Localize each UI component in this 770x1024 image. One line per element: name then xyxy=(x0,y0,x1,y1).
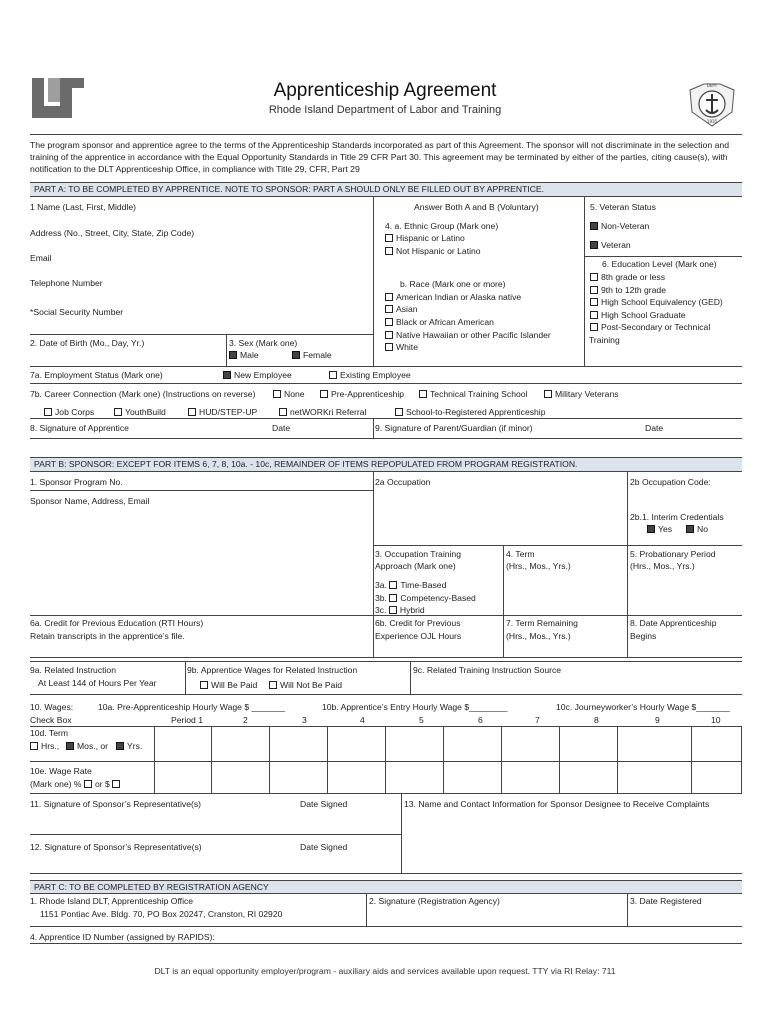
label: 3b. xyxy=(375,593,387,603)
label: Hrs., xyxy=(41,741,60,751)
existing-employee-option[interactable] xyxy=(329,370,411,380)
occ-training-label-2: Approach (Mark one) xyxy=(375,561,456,571)
divider xyxy=(30,943,742,944)
race-american-indian-option[interactable] xyxy=(385,292,521,302)
divider xyxy=(410,661,411,694)
checkbox-icon[interactable] xyxy=(320,390,328,398)
divider xyxy=(30,726,742,727)
divider xyxy=(373,545,742,546)
label: netWORKri Referral xyxy=(290,407,367,417)
divider xyxy=(185,661,186,694)
checkbox-icon[interactable] xyxy=(590,222,598,230)
pre-app-wage-field[interactable]: 10a. Pre-Apprenticeship Hourly Wage $ _______ xyxy=(98,702,285,712)
checkbox-icon[interactable] xyxy=(590,286,598,294)
checkbox-icon[interactable] xyxy=(385,331,393,339)
period-header: 4 xyxy=(360,715,365,725)
checkbox-icon[interactable] xyxy=(590,311,598,319)
label: None xyxy=(284,389,305,399)
career-tech-school-option[interactable] xyxy=(419,389,527,399)
race-hawaiian-option[interactable] xyxy=(385,330,551,340)
date-begins-label-2: Begins xyxy=(630,631,657,641)
label: Hybrid xyxy=(399,605,425,615)
label: Existing Employee xyxy=(340,370,411,380)
date-registered-field[interactable]: 3. Date Registered xyxy=(630,896,702,906)
date-begins-label-1[interactable]: 8. Date Apprenticeship xyxy=(630,618,717,628)
term-yrs-option[interactable] xyxy=(116,741,142,751)
competency-option[interactable] xyxy=(375,593,476,603)
label: Black or African American xyxy=(396,317,494,327)
parent-date-field[interactable]: Date xyxy=(645,423,664,433)
career-none-option[interactable] xyxy=(273,389,305,399)
entry-wage-field[interactable]: 10b. Apprentice’s Entry Hourly Wage $________ xyxy=(322,702,508,712)
ethnic-hispanic-option[interactable] xyxy=(385,233,465,243)
divider xyxy=(559,726,560,793)
ethnic-label: 4. a. Ethnic Group (Mark one) xyxy=(385,221,499,231)
non-veteran-option[interactable] xyxy=(590,221,649,231)
race-white-option[interactable] xyxy=(385,342,418,352)
checkbox-icon[interactable] xyxy=(686,525,694,533)
divider xyxy=(30,490,373,491)
label: Yes xyxy=(658,524,673,534)
header-divider xyxy=(30,134,742,135)
journey-wage-field[interactable]: 10c. Journeyworker’s Hourly Wage $_______ xyxy=(556,702,730,712)
interim-yes-option[interactable] xyxy=(647,524,672,534)
label: High School Equivalency (GED) xyxy=(601,297,723,307)
checkbox-icon[interactable] xyxy=(389,606,397,614)
label: (Mark one) % xyxy=(30,779,82,789)
checkbox-icon[interactable] xyxy=(590,323,598,331)
label: Post-Secondary or Technical xyxy=(601,322,711,332)
page-title: Apprenticeship Agreement xyxy=(273,80,497,101)
name-field[interactable]: 1 Name (Last, First, Middle) xyxy=(30,202,137,212)
credit-rti-label-2: Retain transcripts in the apprentice’s file. xyxy=(30,631,185,641)
race-asian-option[interactable] xyxy=(385,304,418,314)
address-field[interactable]: Address (No., Street, City, State, Zip Code) xyxy=(30,228,195,238)
part-a-header: PART A: TO BE COMPLETED BY APPRENTICE. NOTE TO SPONSOR: PART A SHOULD ONLY BE FILLED OUT BY APPRENTICE. xyxy=(30,182,742,197)
period-header: 2 xyxy=(243,715,248,725)
divider xyxy=(30,694,742,695)
label: New Employee xyxy=(234,370,292,380)
veteran-status-label: 5. Veteran Status xyxy=(590,202,656,212)
divider xyxy=(385,726,386,793)
career-job-corps-option[interactable] xyxy=(44,407,94,417)
label: American Indian or Alaska native xyxy=(396,292,522,302)
ethnic-not-hispanic-option[interactable] xyxy=(385,246,481,256)
divider xyxy=(401,793,402,873)
divider xyxy=(226,334,227,366)
ssn-field[interactable]: *Social Security Number xyxy=(30,307,124,317)
checkbox-icon[interactable] xyxy=(114,408,122,416)
apprentice-signature-field[interactable]: 8. Signature of Apprentice xyxy=(30,423,129,433)
will-not-be-paid-option[interactable] xyxy=(269,680,342,690)
divider xyxy=(30,661,742,662)
label: Non-Veteran xyxy=(601,221,650,231)
label: Asian xyxy=(396,304,418,314)
divider xyxy=(627,471,628,657)
checkbox-icon[interactable] xyxy=(647,525,655,533)
hybrid-option[interactable] xyxy=(375,605,425,615)
sponsor-rep-signature-12[interactable]: 12. Signature of Sponsor’s Representative(s) xyxy=(30,842,202,852)
label: or $ xyxy=(94,779,110,789)
checkbox-icon[interactable] xyxy=(385,247,393,255)
label: Not Hispanic or Latino xyxy=(396,246,481,256)
page-subtitle: Rhode Island Department of Labor and Training xyxy=(268,104,502,116)
edu-training-label: Training xyxy=(589,335,620,345)
checkbox-icon[interactable] xyxy=(590,273,598,281)
label: Hispanic or Latino xyxy=(396,233,465,243)
wages-related-label: 9b. Apprentice Wages for Related Instruction xyxy=(187,665,358,675)
checkbox-icon[interactable] xyxy=(385,305,393,313)
checkbox-icon[interactable] xyxy=(30,742,38,750)
svg-text:DEPT: DEPT xyxy=(706,83,718,88)
divider xyxy=(269,726,270,793)
race-black-option[interactable] xyxy=(385,317,494,327)
sex-label: 3. Sex (Mark one) xyxy=(229,338,298,348)
edu-post-option[interactable] xyxy=(590,322,710,332)
label: 9th to 12th grade xyxy=(601,285,666,295)
label: HUD/STEP-UP xyxy=(199,407,258,417)
sponsor-program-no-field[interactable]: 1. Sponsor Program No. xyxy=(30,477,123,487)
divider xyxy=(30,383,742,384)
checkbox-icon[interactable] xyxy=(385,293,393,301)
edu-hs-option[interactable] xyxy=(590,310,686,320)
label: Time-Based xyxy=(400,580,447,590)
divider xyxy=(443,726,444,793)
label: Competency-Based xyxy=(400,593,476,603)
label: Will Not Be Paid xyxy=(280,680,343,690)
label: Pre-Apprenticeship xyxy=(331,389,405,399)
divider xyxy=(584,256,742,257)
label: Military Veterans xyxy=(555,389,619,399)
divider xyxy=(691,726,692,793)
sponsor-name-field[interactable]: Sponsor Name, Address, Email xyxy=(30,496,150,506)
checkbox-icon[interactable] xyxy=(279,408,287,416)
label: Yrs. xyxy=(127,741,143,751)
label: Mos., or xyxy=(77,741,109,751)
label: Technical Training School xyxy=(430,389,528,399)
checkbox-icon[interactable] xyxy=(329,371,337,379)
checkbox-icon[interactable] xyxy=(66,742,74,750)
checkbox-icon[interactable] xyxy=(223,371,231,379)
checkbox-icon[interactable] xyxy=(389,581,397,589)
interim-no-option[interactable] xyxy=(686,524,708,534)
divider xyxy=(30,761,742,762)
time-based-option[interactable] xyxy=(375,580,446,590)
divider xyxy=(30,366,742,367)
apprentice-id-field[interactable]: 4. Apprentice ID Number (assigned by RAPIDS): xyxy=(30,932,215,942)
answer-both-label: Answer Both A and B (Voluntary) xyxy=(414,202,539,212)
divider xyxy=(30,438,742,439)
period-header: 10 xyxy=(711,715,721,725)
term-hrs-option[interactable] xyxy=(30,741,59,751)
wage-rate-label: 10e. Wage Rate xyxy=(30,766,92,776)
checkbox-icon[interactable] xyxy=(385,234,393,242)
agency-signature-field[interactable]: 2. Signature (Registration Agency) xyxy=(369,896,500,906)
edu-8th-option[interactable] xyxy=(590,272,665,282)
divider xyxy=(617,726,618,793)
checkbox-icon[interactable] xyxy=(395,408,403,416)
divider xyxy=(373,196,374,366)
checkbox-icon[interactable] xyxy=(112,780,120,788)
parent-signature-field[interactable]: 9. Signature of Parent/Guardian (if minor) xyxy=(375,423,533,433)
checkbox-icon[interactable] xyxy=(389,594,397,602)
checkbox-icon[interactable] xyxy=(44,408,52,416)
label: School-to-Registered Apprenticeship xyxy=(406,407,546,417)
occ-training-label-1: 3. Occupation Training xyxy=(375,549,461,559)
date-signed-11[interactable]: Date Signed xyxy=(300,799,348,809)
checkbox-icon[interactable] xyxy=(229,351,237,359)
divider xyxy=(584,196,585,366)
agency-office-label: 1. Rhode Island DLT, Apprenticeship Office xyxy=(30,896,194,906)
divider xyxy=(211,726,212,793)
period-header: 9 xyxy=(655,715,660,725)
checkbox-icon[interactable] xyxy=(385,318,393,326)
date-signed-12[interactable]: Date Signed xyxy=(300,842,348,852)
checkbox-icon[interactable] xyxy=(84,780,92,788)
label: Male xyxy=(240,350,259,360)
checkbox-icon[interactable] xyxy=(419,390,427,398)
label: Will Be Paid xyxy=(211,680,258,690)
will-be-paid-option[interactable] xyxy=(200,680,257,690)
career-youthbuild-option[interactable] xyxy=(114,407,166,417)
label: Native Hawaiian or other Pacific Islander xyxy=(396,330,551,340)
checkbox-icon[interactable] xyxy=(116,742,124,750)
edu-ged-option[interactable] xyxy=(590,297,723,307)
email-field[interactable]: Email xyxy=(30,253,52,263)
education-label: 6. Education Level (Mark one) xyxy=(602,259,717,269)
credit-rti-label-1[interactable]: 6a. Credit for Previous Education (RTI Hours) xyxy=(30,618,204,628)
period-header: 3 xyxy=(302,715,307,725)
term-10d-label: 10d. Term xyxy=(30,728,69,738)
veteran-option[interactable] xyxy=(590,240,631,250)
checkbox-icon[interactable] xyxy=(273,390,281,398)
divider xyxy=(154,726,155,793)
dob-field[interactable]: 2. Date of Birth (Mo., Day, Yr.) xyxy=(30,338,145,348)
divider xyxy=(30,418,742,419)
part-c-header: PART C: TO BE COMPLETED BY REGISTRATION AGENCY xyxy=(30,880,742,894)
checkbox-icon[interactable] xyxy=(590,241,598,249)
divider xyxy=(741,726,742,793)
divider xyxy=(501,726,502,793)
sex-female-option[interactable] xyxy=(292,350,332,360)
career-pre-app-option[interactable] xyxy=(320,389,404,399)
career-label: 7b. Career Connection (Mark one) (Instructions on reverse) xyxy=(30,389,256,399)
label: White xyxy=(396,342,418,352)
divider xyxy=(627,893,628,926)
career-school-to-reg-option[interactable] xyxy=(395,407,546,417)
divider xyxy=(30,834,401,835)
new-employee-option[interactable] xyxy=(223,370,292,380)
divider xyxy=(30,334,373,335)
interim-credentials-label: 2b.1. Interim Credentials xyxy=(630,512,724,522)
designee-field[interactable]: 13. Name and Contact Information for Sponsor Designee to Receive Complaints xyxy=(404,799,710,809)
agency-address-label: 1151 Pontiac Ave. Bldg. 70, PO Box 20247, Cranston, RI 02920 xyxy=(40,909,283,919)
check-box-label: Check Box xyxy=(30,715,72,725)
related-source-field[interactable]: 9c. Related Training Instruction Source xyxy=(413,665,562,675)
period-header: 7 xyxy=(535,715,540,725)
term-mos-option[interactable] xyxy=(66,741,108,751)
label: Job Corps xyxy=(55,407,95,417)
label: 3c. xyxy=(375,605,387,615)
label: 3a. xyxy=(375,580,387,590)
period-header: Period 1 xyxy=(171,715,204,725)
period-header: 5 xyxy=(419,715,424,725)
period-header: 8 xyxy=(594,715,599,725)
divider xyxy=(30,873,742,874)
label: 8th grade or less xyxy=(601,272,666,282)
label: Female xyxy=(303,350,332,360)
divider xyxy=(30,615,742,616)
career-hud-option[interactable] xyxy=(188,407,257,417)
wage-rate-percent-option[interactable] xyxy=(30,779,123,789)
term-label-2: (Hrs., Mos., Yrs.) xyxy=(506,561,571,571)
footer-note: DLT is an equal opportunity employer/program - auxiliary aids and services available upon request. TTY via RI Relay: 711 xyxy=(154,966,616,976)
svg-text:1935: 1935 xyxy=(706,119,718,124)
edu-9to12-option[interactable] xyxy=(590,285,666,295)
checkbox-icon[interactable] xyxy=(544,390,552,398)
term-remaining-label-1[interactable]: 7. Term Remaining xyxy=(506,618,578,628)
career-network-option[interactable] xyxy=(279,407,366,417)
probation-label-2: (Hrs., Mos., Yrs.) xyxy=(630,561,695,571)
employment-label: 7a. Employment Status (Mark one) xyxy=(30,370,163,380)
related-hours-label: At Least 144 of Hours Per Year xyxy=(38,678,157,688)
apprentice-date-field[interactable]: Date xyxy=(272,423,291,433)
career-military-option[interactable] xyxy=(544,389,619,399)
divider xyxy=(373,418,374,438)
divider xyxy=(503,545,504,657)
checkbox-icon[interactable] xyxy=(292,351,300,359)
occupation-code-field[interactable]: 2b Occupation Code: xyxy=(630,477,711,487)
label: No xyxy=(697,524,708,534)
sponsor-rep-signature-11[interactable]: 11. Signature of Sponsor’s Representative(s) xyxy=(30,799,202,809)
checkbox-icon[interactable] xyxy=(385,343,393,351)
checkbox-icon[interactable] xyxy=(269,681,277,689)
checkbox-icon[interactable] xyxy=(200,681,208,689)
divider xyxy=(30,793,742,794)
label: High School Graduate xyxy=(601,310,686,320)
part-b-header: PART B: SPONSOR: EXCEPT FOR ITEMS 6, 7, 8, 10a. - 10c, REMAINDER OF ITEMS REPOPULATED FROM PROGRAM REGISTRATION. xyxy=(30,457,742,472)
divider xyxy=(30,657,742,658)
occupation-field[interactable]: 2a Occupation xyxy=(375,477,431,487)
related-instruction-label: 9a. Related Instruction xyxy=(30,665,116,675)
label: YouthBuild xyxy=(125,407,166,417)
wages-label: 10. Wages: xyxy=(30,702,74,712)
checkbox-icon[interactable] xyxy=(188,408,196,416)
divider xyxy=(366,893,367,926)
divider xyxy=(30,926,742,927)
label: Veteran xyxy=(601,240,631,250)
checkbox-icon[interactable] xyxy=(590,298,598,306)
credit-ojl-label-1[interactable]: 6b. Credit for Previous xyxy=(375,618,461,628)
period-header: 6 xyxy=(478,715,483,725)
sex-male-option[interactable] xyxy=(229,350,259,360)
telephone-field[interactable]: Telephone Number xyxy=(30,278,103,288)
credit-ojl-label-2: Experience OJL Hours xyxy=(375,631,462,641)
divider xyxy=(327,726,328,793)
probation-label-1: 5. Probationary Period xyxy=(630,549,716,559)
term-remaining-label-2: (Hrs., Mos., Yrs.) xyxy=(506,631,571,641)
race-label: b. Race (Mark one or more) xyxy=(400,279,506,289)
term-label-1: 4. Term xyxy=(506,549,535,559)
intro-text: The program sponsor and apprentice agree to the terms of the Apprenticeship Standards incorporated as part of this Agreement. The sponsor will not discriminate in the selection and training of the apprentice in accordance with the Equal Opportunity Standards in Title 29 CFR Part 30. This agreement may be terminated by either of the parties, citing cause(s), with notification to the DLT Apprenticeship Office, in compliance with Title 29, CFR, Part 29 xyxy=(30,140,730,174)
divider xyxy=(373,471,374,657)
